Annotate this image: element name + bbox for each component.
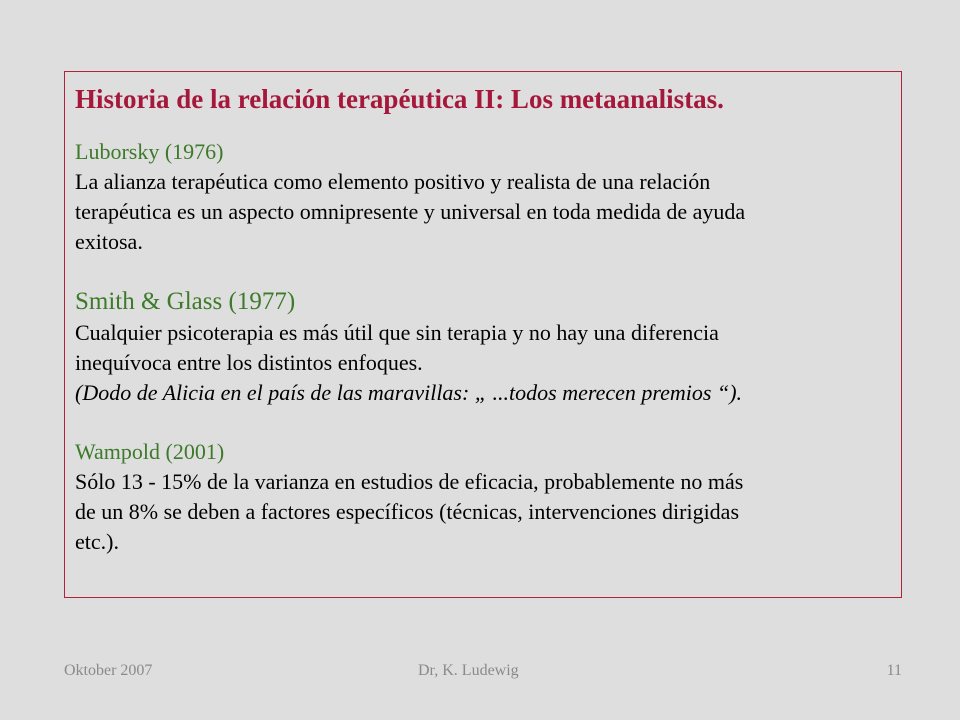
footer-author: Dr, K. Ludewig <box>418 662 519 679</box>
section-body-line: de un 8% se deben a factores específicos (técnicas, intervenciones dirigidas <box>75 499 740 524</box>
footer-page-number: 11 <box>886 662 902 679</box>
section-heading-wampold: Wampold (2001) <box>75 439 225 464</box>
section-body-line: terapéutica es un aspecto omnipresente y universal en toda medida de ayuda <box>75 199 746 224</box>
section-body-line: inequívoca entre los distintos enfoques. <box>75 350 423 375</box>
section-heading-luborsky: Luborsky (1976) <box>75 139 224 164</box>
dodo-quote: (Dodo de Alicia en el país de las maravillas: „ ...todos merecen premios “). <box>75 380 743 405</box>
section-body-line: Sólo 13 - 15% de la varianza en estudios de eficacia, probablemente no más <box>75 469 744 494</box>
section-body-line: Cualquier psicoterapia es más útil que sin terapia y no hay una diferencia <box>75 320 719 345</box>
section-body-line: etc.). <box>75 529 119 554</box>
section-heading-smith-glass: Smith & Glass (1977) <box>75 288 296 315</box>
content-box <box>64 71 902 598</box>
section-body-line: exitosa. <box>75 229 143 254</box>
slide-title: Historia de la relación terapéutica II: Los metaanalistas. <box>75 84 724 114</box>
footer-date: Oktober 2007 <box>64 662 153 679</box>
section-body-line: La alianza terapéutica como elemento positivo y realista de una relación <box>75 169 711 194</box>
